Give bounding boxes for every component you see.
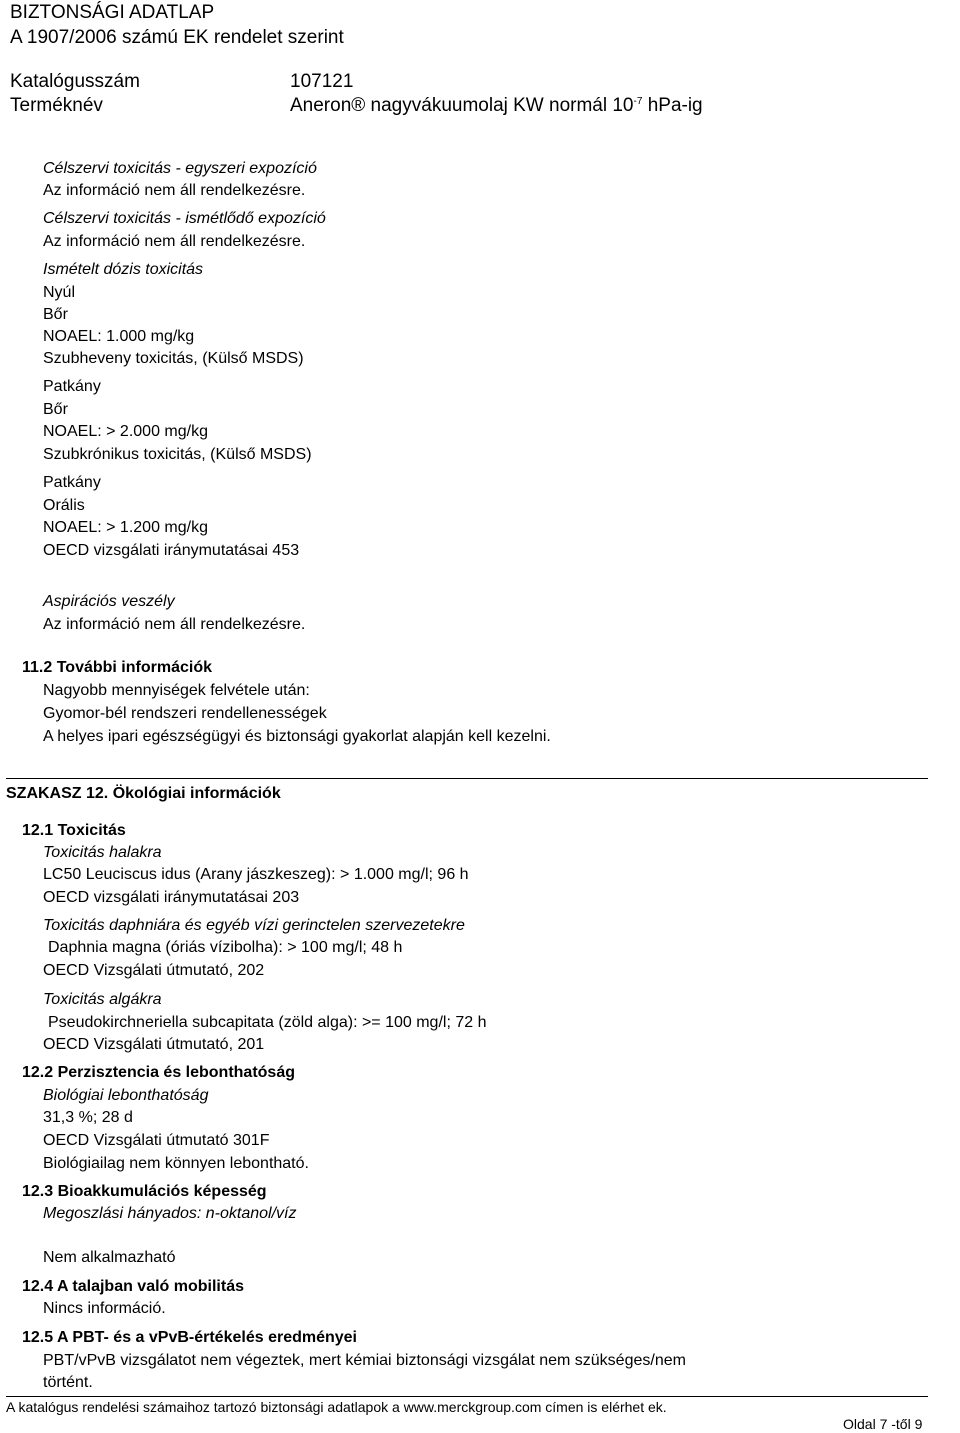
algae-toxicity-line: OECD Vizsgálati útmutató, 201 (43, 1036, 265, 1053)
stot-single-heading: Célszervi toxicitás - egyszeri expozíció (43, 160, 317, 177)
biodegradability-line: 31,3 %; 28 d (43, 1109, 133, 1126)
daphnia-toxicity-line: Daphnia magna (óriás vízibolha): > 100 mg/l; 48 h (48, 939, 403, 956)
product-name-main: Aneron® nagyvákuumolaj KW normál 10 (290, 95, 634, 116)
regulation-reference: A 1907/2006 számú EK rendelet szerint (10, 27, 344, 48)
fish-toxicity-line: OECD vizsgálati iránymutatásai 203 (43, 889, 300, 906)
repeated-dose-line: Nyúl (43, 284, 76, 301)
footer-note: A katalógus rendelési számaihoz tartozó biztonsági adatlapok a www.merckgroup.com címen is elérhet ek. (6, 1399, 667, 1415)
section-11-2-line: A helyes ipari egészségügyi és biztonsági gyakorlat alapján kell kezelni. (43, 728, 551, 745)
stot-single-text: Az információ nem áll rendelkezésre. (43, 182, 306, 199)
section-12-4-text: Nincs információ. (43, 1300, 166, 1317)
catalog-number-value: 107121 (290, 71, 354, 92)
partition-coefficient-heading: Megoszlási hányados: n-oktanol/víz (43, 1205, 297, 1222)
product-name-exponent: -7 (633, 96, 643, 107)
repeated-dose-line: Bőr (43, 401, 68, 418)
algae-toxicity-line: Pseudokirchneriella subcapitata (zöld alga): >= 100 mg/l; 72 h (48, 1014, 487, 1031)
biodegradability-line: OECD Vizsgálati útmutató 301F (43, 1132, 270, 1149)
biodegradability-heading: Biológiai lebonthatóság (43, 1087, 209, 1104)
product-name-suffix: hPa-ig (642, 95, 703, 116)
section-12-4-heading: 12.4 A talajban való mobilitás (22, 1278, 244, 1295)
section-11-2-line: Nagyobb mennyiségek felvétele után: (43, 682, 310, 699)
daphnia-toxicity-heading: Toxicitás daphniára és egyéb vízi gerinctelen szervezetekre (43, 917, 465, 934)
section-12-1-heading: 12.1 Toxicitás (22, 822, 126, 839)
section-12-5-line: történt. (43, 1374, 93, 1391)
section-divider (6, 778, 928, 779)
product-name-value (290, 95, 703, 117)
catalog-number-label: Katalógusszám (10, 71, 140, 92)
repeated-dose-line: NOAEL: 1.000 mg/kg (43, 328, 195, 345)
repeated-dose-line: OECD vizsgálati iránymutatásai 453 (43, 542, 300, 559)
fish-toxicity-heading: Toxicitás halakra (43, 844, 162, 861)
aspiration-heading: Aspirációs veszély (43, 593, 175, 610)
product-name-label: Terméknév (10, 95, 103, 116)
biodegradability-line: Biológiailag nem könnyen lebontható. (43, 1155, 309, 1172)
section-12-2-heading: 12.2 Perzisztencia és lebonthatóság (22, 1064, 295, 1081)
partition-coefficient-text: Nem alkalmazható (43, 1249, 176, 1266)
section-11-2-line: Gyomor-bél rendszeri rendellenességek (43, 705, 327, 722)
algae-toxicity-heading: Toxicitás algákra (43, 991, 162, 1008)
daphnia-toxicity-line: OECD Vizsgálati útmutató, 202 (43, 962, 265, 979)
fish-toxicity-line: LC50 Leuciscus idus (Arany jászkeszeg): > 1.000 mg/l; 96 h (43, 866, 469, 883)
repeated-dose-line: Szubheveny toxicitás, (Külső MSDS) (43, 350, 304, 367)
document-title: BIZTONSÁGI ADATLAP (10, 2, 215, 23)
footer-divider (6, 1396, 928, 1397)
aspiration-text: Az információ nem áll rendelkezésre. (43, 616, 306, 633)
repeated-dose-line: Szubkrónikus toxicitás, (Külső MSDS) (43, 446, 312, 463)
repeated-dose-line: Patkány (43, 378, 101, 395)
section-12-title: SZAKASZ 12. Ökológiai információk (6, 785, 281, 802)
stot-repeated-heading: Célszervi toxicitás - ismétlődő expozíció (43, 210, 326, 227)
stot-repeated-text: Az információ nem áll rendelkezésre. (43, 233, 306, 250)
repeated-dose-line: NOAEL: > 2.000 mg/kg (43, 423, 208, 440)
repeated-dose-line: Patkány (43, 474, 101, 491)
section-12-3-heading: 12.3 Bioakkumulációs képesség (22, 1183, 267, 1200)
repeated-dose-line: NOAEL: > 1.200 mg/kg (43, 519, 208, 536)
section-12-5-heading: 12.5 A PBT- és a vPvB-értékelés eredményei (22, 1329, 357, 1346)
repeated-dose-line: Orális (43, 497, 85, 514)
section-11-2-heading: 11.2 További információk (22, 659, 212, 676)
section-12-5-line: PBT/vPvB vizsgálatot nem végeztek, mert kémiai biztonsági vizsgálat nem szükséges/nem (43, 1352, 686, 1369)
page-number: Oldal 7 -től 9 (843, 1416, 923, 1432)
repeated-dose-heading: Ismételt dózis toxicitás (43, 261, 204, 278)
repeated-dose-line: Bőr (43, 306, 68, 323)
